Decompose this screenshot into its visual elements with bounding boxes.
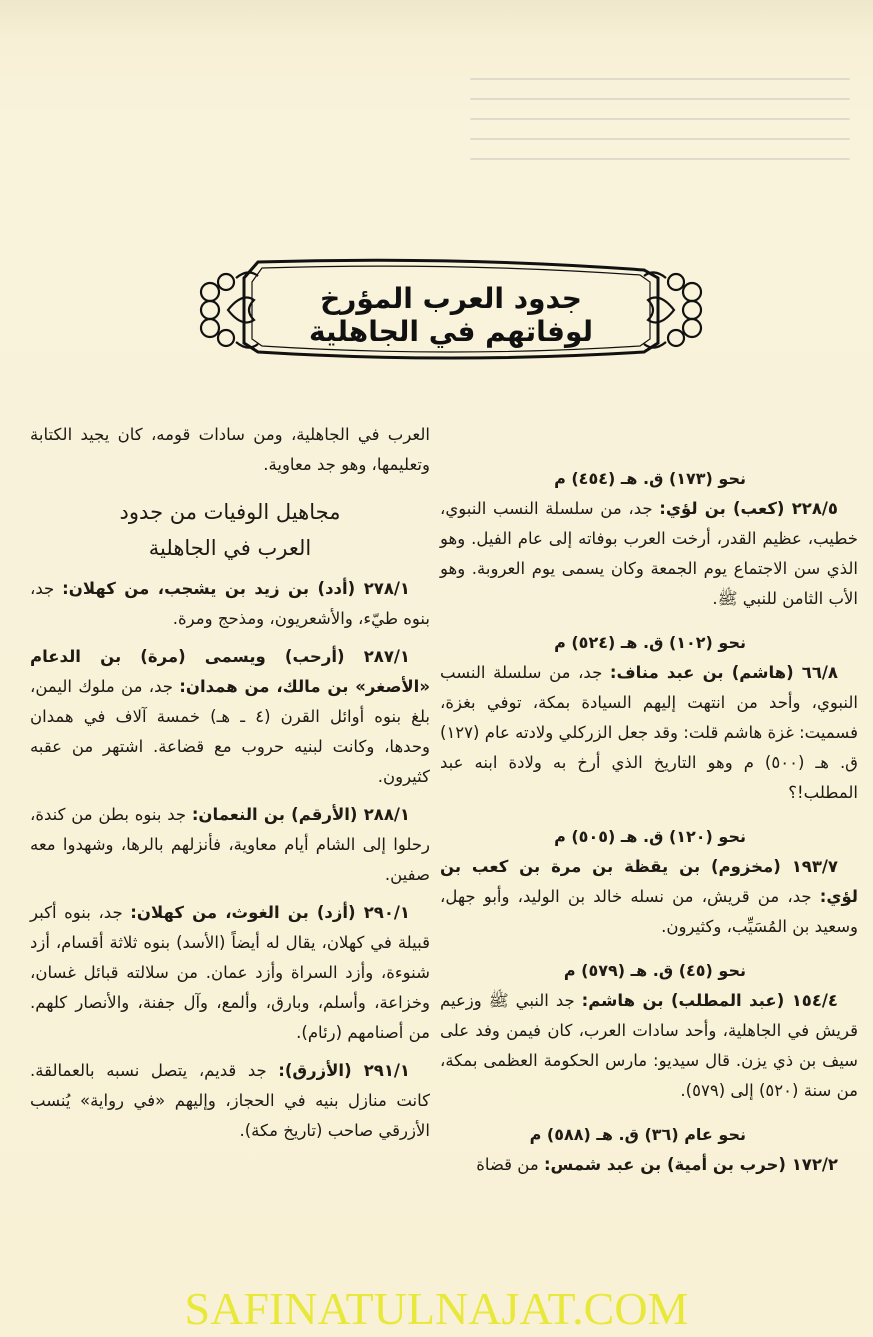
entry-text: جد، من ملوك اليمن، بلغ بنوه أوائل القرن (٤ ـ هـ) خمسة آلاف في همدان وحدها، وكانت لبنيه حروب مع قضاعة. اشتهر من عقبه كثيرون. <box>30 677 430 786</box>
death-date-heading: نحو (٤٥) ق. هـ (٥٧٩) م <box>563 961 746 980</box>
entry-text: جد النبي ﷺ وزعيم قريش في الجاهلية، وأحد سادات العرب، كان فيمن وفد على سيف بن ذي يزن. قال سيديو: مارس الحكومة العظمى بمكة، من سنة (٥٢٠) إلى (٥٧٩). <box>440 991 858 1100</box>
entry-name: ١٧٢/٢ (حرب بن أمية) بن عبد شمس: <box>543 1155 838 1174</box>
biography-entry <box>440 1150 858 1180</box>
death-date-heading: نحو (١٧٣) ق. هـ (٤٥٤) م <box>554 469 746 488</box>
entry-text: جد، من سلسلة النسب النبوي، وأحد من انتهت إليهم السيادة بمكة، توفي بغزة، فسميت: غزة هاشم قلت: وقد جعل الزركلي ولادته عام (١٢٧) ق. هـ (٥٠٠) م وهو التاريخ الذي أرخ به ولادة ابنه عبد المطلب!؟ <box>440 663 858 802</box>
biography-entry <box>30 642 430 792</box>
entry-text: جد، من قريش، من نسله خالد بن الوليد، وأبو جهل، وسعيد بن المُسَيِّب، وكثيرون. <box>440 887 858 936</box>
biography-entry <box>440 852 858 942</box>
biography-entry <box>30 898 430 1048</box>
entry-text: من قضاة <box>476 1155 544 1174</box>
show-through-text <box>440 60 860 280</box>
entry-text: جد قديم، يتصل نسبه بالعمالقة. كانت منازل بنيه في الحجاز، وإليهم «في رواية» يُنسب الأزرقي صاحب (تاريخ مكة). <box>30 1061 430 1140</box>
chapter-header-cartouche <box>188 248 714 368</box>
death-date-heading: نحو عام (٣٦) ق. هـ (٥٨٨) م <box>529 1125 746 1144</box>
entry-text: جد، بنوه أكبر قبيلة في كهلان، يقال له أيضاً (الأسد) بنوه ثلاثة أقسام، أزد شنوءة، وأزد السراة وأزد عمان. من سلالته قبائل غسان، وخزاعة، وأسلم، وبارق، وألمع، وآل جفنة، والأنصار كلهم. من أصنامهم (رئام). <box>30 903 430 1042</box>
entry-name: ٦٦/٨ (هاشم) بن عبد مناف: <box>609 663 838 682</box>
entry-name: ٢٩٠/١ (أزد) بن الغوث، من كهلان: <box>130 903 410 922</box>
death-date-heading: نحو (١٢٠) ق. هـ (٥٠٥) م <box>554 827 746 846</box>
continued-entry-text: العرب في الجاهلية، ومن سادات قومه، كان يجيد الكتابة وتعليمها، وهو جد معاوية. <box>30 425 430 474</box>
chapter-title: جدود العرب المؤرخ لوفاتهم في الجاهلية <box>308 282 594 348</box>
entry-name: ١٥٤/٤ (عبد المطلب) بن هاشم: <box>581 991 838 1010</box>
biography-entry <box>30 800 430 890</box>
death-date-heading: نحو (١٠٢) ق. هـ (٥٢٤) م <box>554 633 746 652</box>
website-watermark: SAFINATULNAJAT.COM <box>184 1283 689 1334</box>
entry-name: ٢٨٨/١ (الأرقم) بن النعمان: <box>191 805 410 824</box>
left-column <box>30 420 430 1146</box>
section-heading-line-1: مجاهيل الوفيات من جدود <box>119 500 341 524</box>
entry-text: جد بنوه بطن من كندة، رحلوا إلى الشام أيام معاوية، فأنزلهم بالرها، وشهدوا معه صفين. <box>30 805 430 884</box>
entry-name: ٢٧٨/١ (أدد) بن زيد بن يشجب، من كهلان: <box>62 579 410 598</box>
biography-entry <box>30 574 430 634</box>
biography-entry <box>440 494 858 614</box>
right-column <box>440 450 858 1180</box>
entry-text: جد، من سلسلة النسب النبوي، خطيب، عظيم القدر، أرخت العرب بوفاته إلى عام الفيل. وهو الذي سن الاجتماع يوم الجمعة وكان يسمى يوم العروبة. وهو الأب الثامن للنبي ﷺ. <box>440 499 858 608</box>
entry-name: ٢٨٧/١ (أرحب) ويسمى (مرة) بن الدعام «الأصغر» بن مالك، من همدان: <box>30 647 430 696</box>
entry-text: جد، بنوه طيّء، والأشعريون، ومذحج ومرة. <box>30 579 430 628</box>
biography-entry <box>440 986 858 1106</box>
entry-name: ٢٢٨/٥ (كعب) بن لؤي: <box>659 499 838 518</box>
entry-name: ١٩٣/٧ (مخزوم) بن يقظة بن مرة بن كعب بن لؤي: <box>440 857 858 906</box>
entry-name: ٢٩١/١ (الأزرق): <box>278 1061 410 1080</box>
section-heading-line-2: العرب في الجاهلية <box>148 536 312 560</box>
biography-entry <box>30 1056 430 1146</box>
section-heading <box>30 494 430 566</box>
biography-entry <box>440 658 858 808</box>
